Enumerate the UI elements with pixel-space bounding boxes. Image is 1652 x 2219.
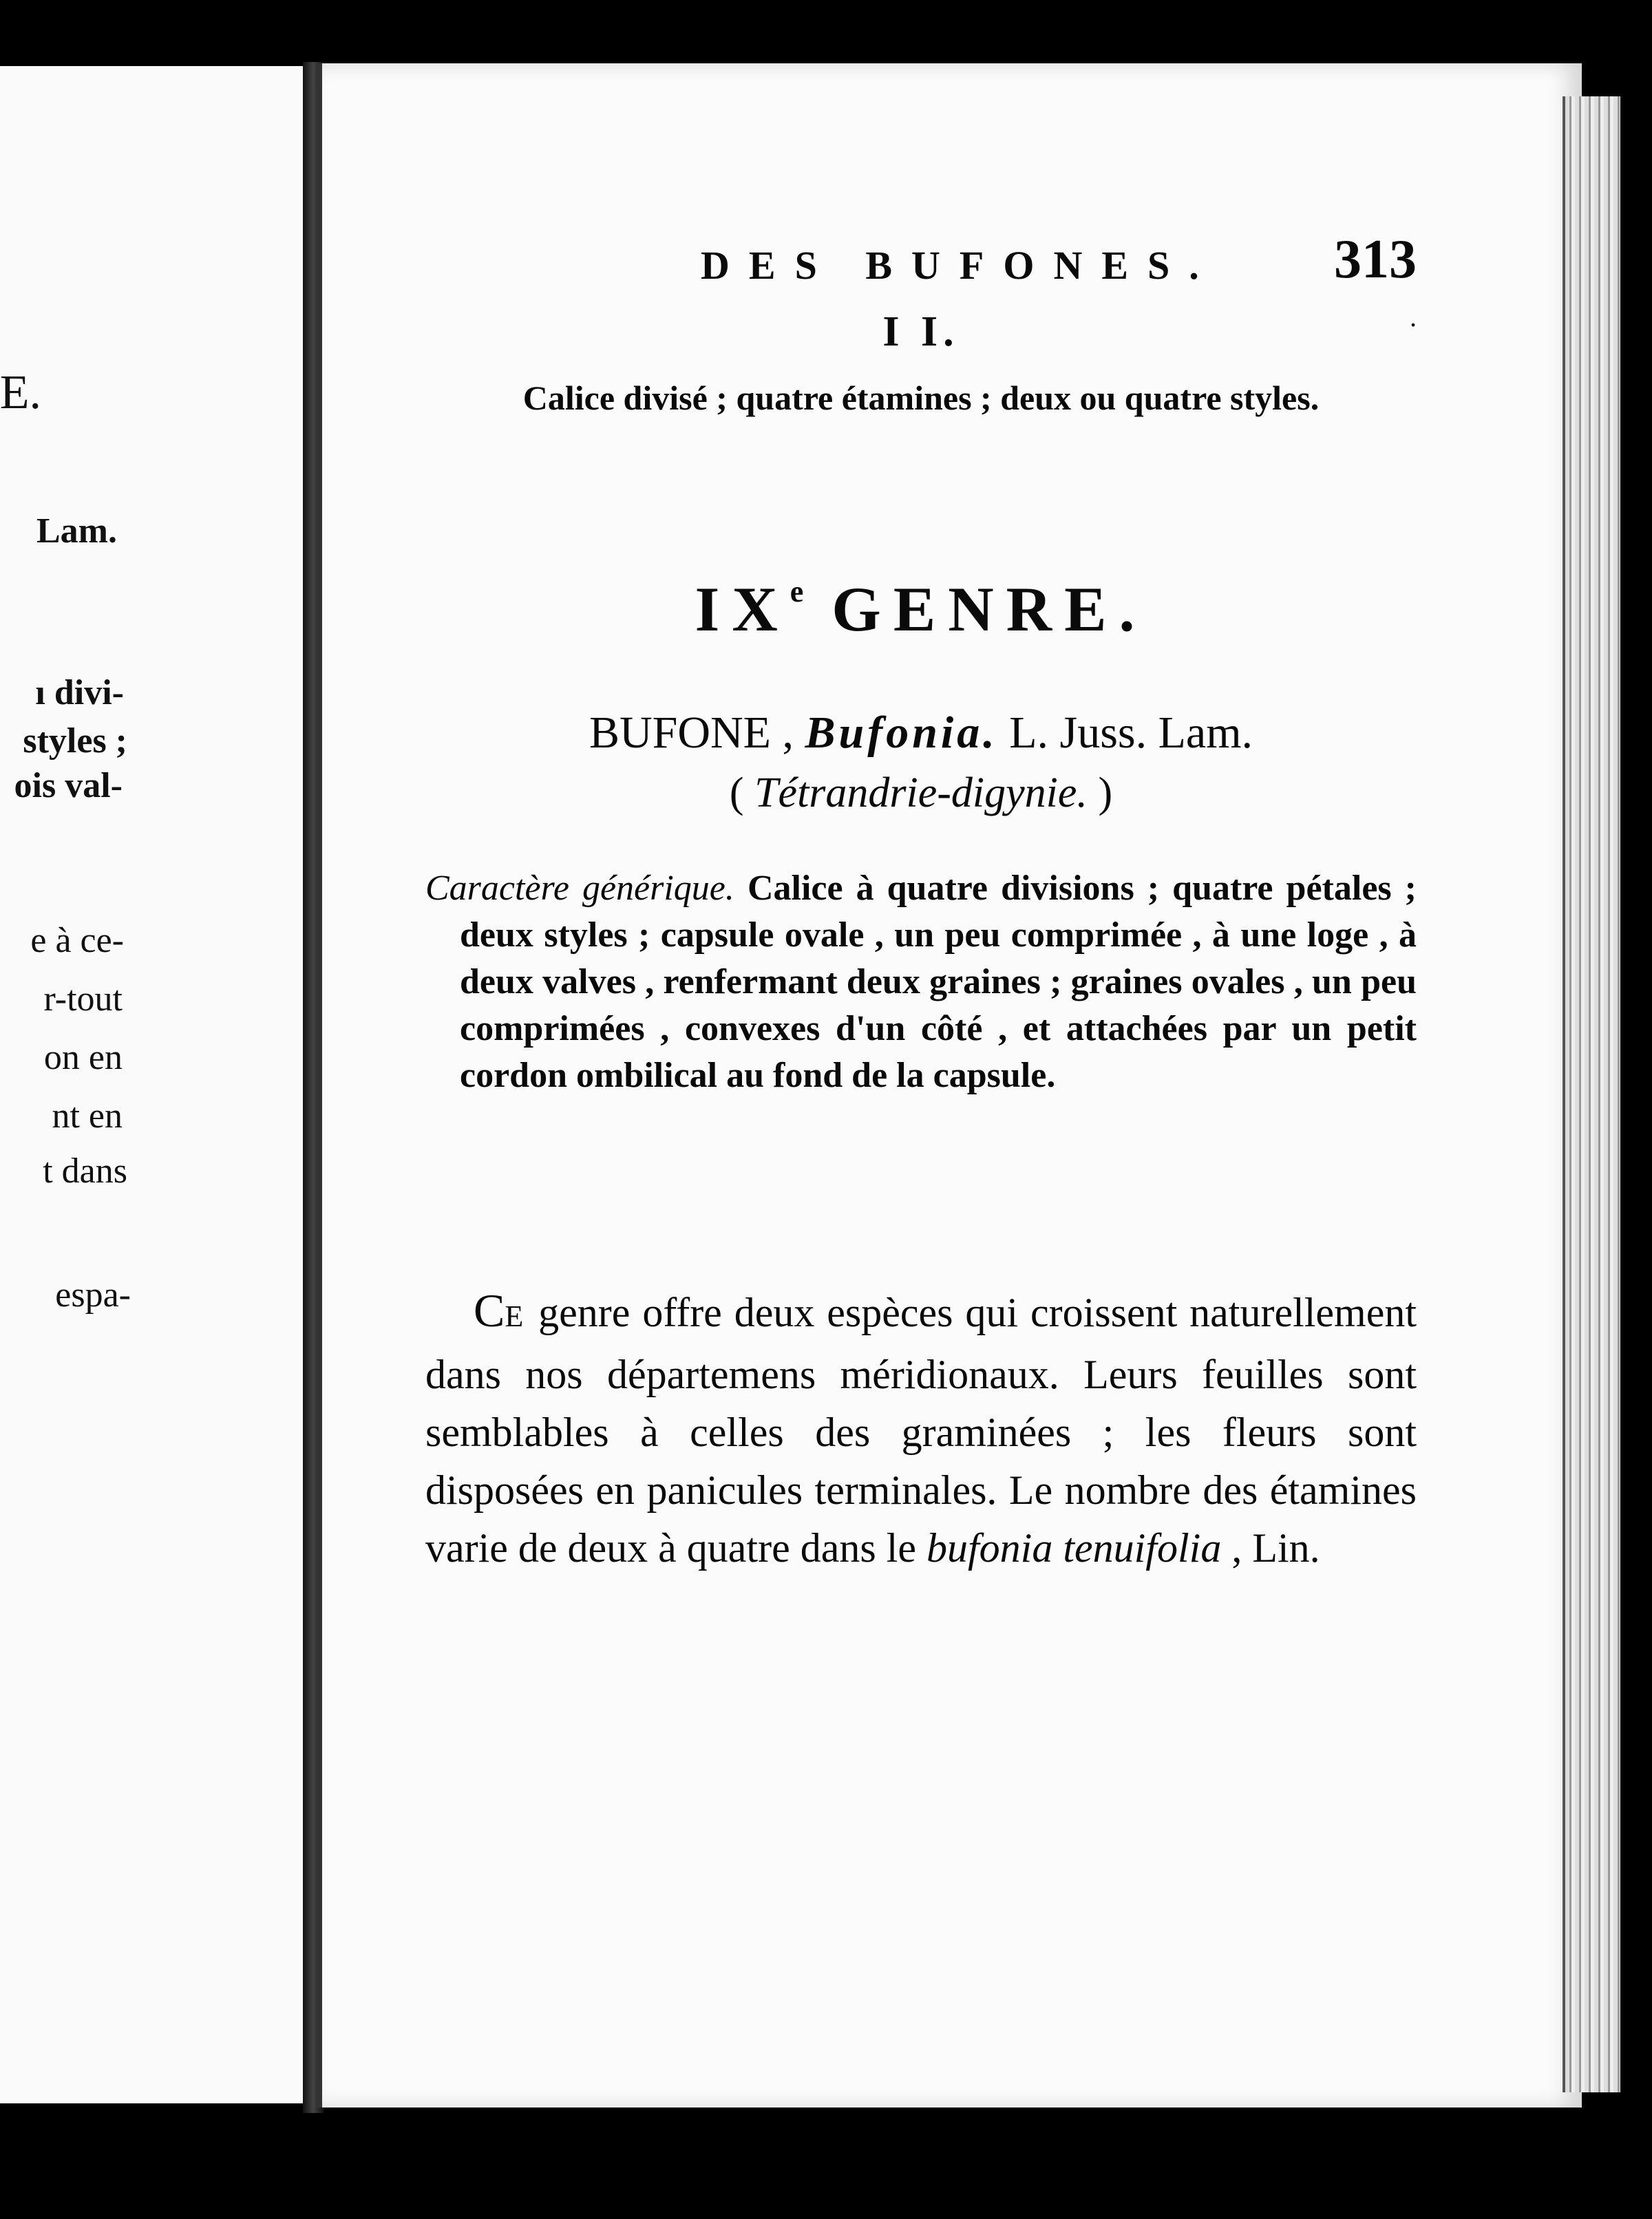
- printer-mark: .: [1410, 301, 1417, 332]
- running-title: DES BUFONES.: [701, 243, 1218, 288]
- left-fragment: espa-: [55, 1275, 131, 1315]
- left-fragment: ois val-: [14, 766, 123, 805]
- generic-character-label: Caractère générique.: [425, 869, 734, 908]
- genus-line: [425, 707, 1417, 759]
- facing-page-left: [0, 66, 310, 2103]
- genre-word: GENRE.: [832, 574, 1147, 644]
- book-page: [317, 63, 1582, 2107]
- left-fragment: styles ;: [23, 721, 127, 761]
- page-number: 313: [1334, 229, 1417, 290]
- genre-ordinal-sup: e: [790, 575, 804, 608]
- dropcap: C: [474, 1284, 505, 1337]
- description-paragraph: [425, 1282, 1417, 1577]
- left-fragment: ı divi-: [35, 673, 124, 712]
- left-fragment: E.: [0, 366, 41, 419]
- genre-ordinal: IX: [695, 574, 790, 644]
- left-fragment: e à ce-: [30, 921, 124, 960]
- genus-latin: Bufonia.: [805, 708, 998, 758]
- genus-name: BUFONE ,: [589, 708, 794, 758]
- paren-close: ): [1098, 769, 1113, 816]
- smallcap: E: [505, 1299, 527, 1333]
- section-number: I I.: [882, 308, 960, 355]
- linnaean-class: [425, 769, 1417, 818]
- left-fragment: on en: [43, 1038, 123, 1077]
- paren-open: (: [729, 769, 744, 816]
- genre-heading: [425, 573, 1417, 646]
- left-fragment: Lam.: [36, 511, 117, 551]
- species-name: bufonia tenuifolia: [926, 1525, 1222, 1571]
- paragraph-text: genre offre deux espèces qui croissent naturellement dans nos départemens méridionaux. Leurs feuilles sont semblables à celles des graminées ; les fleurs sont disposées en panicules terminales. Le nombre des étamines varie de deux à quatre dans le: [425, 1290, 1417, 1571]
- left-fragment: t dans: [43, 1151, 127, 1191]
- genus-authors: L. Juss. Lam.: [1009, 708, 1253, 758]
- left-fragment: nt en: [52, 1096, 123, 1136]
- left-fragment: r-tout: [43, 979, 123, 1019]
- page-edges: [1563, 96, 1620, 2092]
- class-name: Tétrandrie-digynie.: [754, 769, 1088, 816]
- paragraph-end: , Lin.: [1231, 1525, 1320, 1571]
- generic-character: [425, 865, 1417, 1099]
- generic-character-text: Calice à quatre divisions ; quatre pétales ; deux styles ; capsule ovale , un peu comprimée , à une loge , à deux valves , renfermant deux graines ; graines ovales , un peu comprimées , convexes d'un côté , et attachées par un petit cordon ombilical au fond de la capsule.: [460, 869, 1417, 1095]
- section-description: Calice divisé ; quatre étamines ; deux ou quatre styles.: [522, 379, 1320, 417]
